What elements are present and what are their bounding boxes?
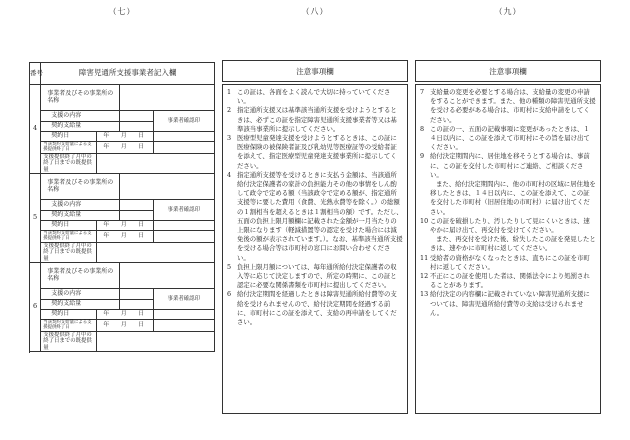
- provider-name-field[interactable]: [119, 174, 214, 200]
- provider-check-stamp-label: 事業者確認印: [153, 111, 214, 132]
- right-notes-box: [415, 84, 601, 414]
- block-number: 4: [30, 85, 41, 174]
- service-content-field[interactable]: [119, 289, 153, 300]
- note-item: [227, 88, 403, 106]
- note-item: [420, 180, 596, 217]
- contract-date-label: 契約日: [41, 310, 97, 320]
- provider-name-row: [30, 85, 215, 111]
- contract-date-stamp[interactable]: [153, 221, 214, 231]
- end-date-row: [30, 142, 215, 154]
- note-number: 11: [420, 253, 429, 262]
- provider-name-field[interactable]: [119, 263, 214, 289]
- note-number: 8: [420, 124, 425, 133]
- provided-quantity-row: [30, 242, 215, 262]
- contract-date-field[interactable]: 年 月 日: [97, 221, 153, 231]
- contract-amount-field[interactable]: [119, 300, 153, 310]
- note-number: 6: [227, 290, 232, 299]
- note-text: また、再交付を受けた後、紛失したこの証を発見したときは、速やかに市町村に返してください。: [430, 235, 596, 253]
- note-item: [227, 290, 403, 327]
- note-item: [420, 152, 596, 180]
- middle-notes-box: [222, 84, 408, 414]
- contract-amount-field[interactable]: [119, 211, 153, 221]
- note-item: [227, 171, 403, 263]
- provider-name-field[interactable]: [119, 85, 214, 111]
- note-number: 3: [227, 134, 232, 143]
- contract-date-row: [30, 221, 215, 231]
- note-text: この証の一、五面の記載事項に変更があったときは、１４日以内に、この証を添えて市町村にその旨を届け出てください。: [430, 124, 590, 152]
- contract-date-field[interactable]: 年 月 日: [97, 132, 153, 142]
- provider-column-header: 障害児通所支援事業者記入欄: [41, 63, 215, 85]
- provided-quantity-label: 支援提供終了月中の終了日までの既提供量: [41, 242, 97, 262]
- contract-amount-label: 契約支給量: [41, 300, 120, 310]
- note-number: 2: [227, 106, 232, 115]
- middle-notes-header: 注意事項欄: [222, 60, 408, 82]
- contract-date-stamp[interactable]: [153, 132, 214, 142]
- provider-check-stamp-label: 事業者確認印: [153, 200, 214, 221]
- note-item: [227, 106, 403, 134]
- note-text: 支給量の変更を必要とする場合は、支給量の変更の申請をすることができます。また、他の種類の障害児通所支援を受ける必要がある場合は、市町村に支給申請をしてください。: [430, 88, 596, 124]
- column-label-9: （九）: [494, 7, 522, 16]
- note-item: [227, 134, 403, 171]
- provider-name-label: 事業者及びその事業所の名称: [41, 174, 120, 200]
- note-number: 4: [227, 170, 232, 179]
- contract-amount-field[interactable]: [119, 122, 153, 132]
- provided-quantity-label: 支援提供終了月中の終了日までの既提供量: [41, 153, 97, 173]
- end-date-stamp[interactable]: [153, 231, 214, 243]
- end-date-field[interactable]: 年 月 日: [97, 231, 153, 243]
- provided-quantity-row: [30, 153, 215, 173]
- note-item: [420, 290, 596, 318]
- provider-entry-table: [29, 62, 215, 352]
- provider-name-row: [30, 174, 215, 200]
- note-text: 不正にこの証を使用した者は、関係法令により処罰されることがあります。: [430, 272, 590, 290]
- note-item: [420, 88, 596, 125]
- note-number: 1: [227, 88, 232, 96]
- note-item: [420, 217, 596, 235]
- contract-date-label: 契約日: [41, 221, 97, 231]
- provided-quantity-field[interactable]: [97, 242, 215, 262]
- table-header-row: [30, 63, 215, 85]
- note-text: 指定通所支援等を受けるときに支払う金額は、当該通所給付決定保護者の家計の負担能力その他の事情をしん酌して政令で定める額（当該政令で定める額が、指定通所支援等に要した費用（食費、光熱水費等を除く。）の総額の１割相当を超えるときは１割相当の額）です。ただし、五面の負担上限月額欄に記載された金額が一月当たりの上限になります（軽減措置等の認定を受けた場合には減免後の額が表示されています。）。なお、基準該当通所支援を受ける場合等は市町村の窓口にお問い合わせください。: [237, 170, 403, 262]
- provided-quantity-field[interactable]: [97, 331, 215, 351]
- column-label-8: （八）: [301, 7, 329, 16]
- provided-quantity-row: [30, 331, 215, 351]
- provided-quantity-field[interactable]: [97, 153, 215, 173]
- contract-date-field[interactable]: 年 月 日: [97, 310, 153, 320]
- provider-name-label: 事業者及びその事業所の名称: [41, 85, 120, 111]
- service-content-label: 支援の内容: [41, 200, 120, 211]
- right-notes-header: 注意事項欄: [415, 60, 601, 82]
- note-text: 給付決定期間内に、居住地を移そうとする場合は、事前に、この証を交付した市町村にご連絡、ご相談ください。: [430, 152, 590, 179]
- service-content-label: 支援の内容: [41, 289, 120, 300]
- service-content-label: 支援の内容: [41, 111, 120, 122]
- end-date-label: 当該契約支給量による支援提供終了日: [41, 231, 97, 243]
- end-date-stamp[interactable]: [153, 142, 214, 154]
- contract-date-row: [30, 132, 215, 142]
- column-label-7: （七）: [108, 7, 136, 16]
- note-text: 給付決定期間を経過したときは障害児通所給付費等の支給を受けられませんので、給付決定期間を経過する前に、市町村にこの証を添えて、支給の再申請をしてください。: [237, 290, 397, 327]
- service-content-field[interactable]: [119, 111, 153, 122]
- note-text: 医療型児童発達支援を受けようとするときは、この証に医療保険の被保険者証及び乳幼児等医療証等の受給者証を添えて、指定医療型児童発達支援事業所に提示してください。: [237, 134, 397, 170]
- block-number: 5: [30, 174, 41, 263]
- note-number: 12: [420, 272, 429, 281]
- note-item: [420, 254, 596, 272]
- service-content-row: [30, 289, 215, 300]
- provider-name-label: 事業者及びその事業所の名称: [41, 263, 120, 289]
- number-header: 番号: [30, 63, 41, 85]
- end-date-row: [30, 320, 215, 332]
- contract-date-label: 契約日: [41, 132, 97, 142]
- provider-name-row: [30, 263, 215, 289]
- end-date-field[interactable]: 年 月 日: [97, 142, 153, 154]
- end-date-label: 当該契約支給量による支援提供終了日: [41, 320, 97, 332]
- note-text: また、給付決定期間内に、他の市町村の区域に居住地を移したときは、１４日以内に、この証を添えて、この証を交付した市町村（旧居住地の市町村）に届け出てください。: [430, 180, 596, 216]
- note-number: [420, 235, 430, 253]
- note-text: この証を破損したり、汚したりして見にくいときは、速やかに届け出て、再交付を受けてください。: [430, 216, 590, 235]
- service-content-row: [30, 200, 215, 211]
- block-number: 6: [30, 263, 41, 352]
- end-date-row: [30, 231, 215, 243]
- note-text: 指定通所支援又は基準該当通所支援を受けようとするときは、必ずこの証を指定障害児通所支援事業者等又は基準該当事業所に提示してください。: [237, 106, 397, 133]
- note-number: 7: [420, 88, 425, 96]
- service-content-row: [30, 111, 215, 122]
- note-number: 9: [420, 152, 425, 161]
- note-item: [227, 263, 403, 291]
- end-date-label: 当該契約支給量による支援提供終了日: [41, 142, 97, 154]
- provider-check-stamp-label: 事業者確認印: [153, 289, 214, 310]
- end-date-field[interactable]: 年 月 日: [97, 320, 153, 332]
- note-text: 負担上限月額については、毎年通所給付決定保護者の収入等に応じて決定しますので、所定の時期に、この証と認定に必要な関係書類を市町村に提出してください。: [237, 262, 397, 290]
- note-number: 13: [420, 290, 429, 299]
- note-item: [420, 235, 596, 253]
- contract-amount-label: 契約支給量: [41, 122, 120, 132]
- note-text: 受給者の資格がなくなったときは、直ちにこの証を市町村に返してください。: [430, 253, 590, 271]
- note-text: 給付決定の内容欄に記載されていない障害児通所支援については、障害児通所給付費等の支給は受けられません。: [430, 290, 590, 317]
- note-number: 10: [420, 216, 429, 225]
- contract-amount-label: 契約支給量: [41, 211, 120, 221]
- note-number: [420, 180, 430, 217]
- note-number: 5: [227, 262, 232, 271]
- note-item: [420, 125, 596, 153]
- end-date-stamp[interactable]: [153, 320, 214, 332]
- service-content-field[interactable]: [119, 200, 153, 211]
- contract-date-row: [30, 310, 215, 320]
- contract-date-stamp[interactable]: [153, 310, 214, 320]
- note-text: この証は、各面をよく読んで大切に持っていてください。: [237, 88, 391, 106]
- note-item: [420, 272, 596, 290]
- provided-quantity-label: 支援提供終了月中の終了日までの既提供量: [41, 331, 97, 351]
